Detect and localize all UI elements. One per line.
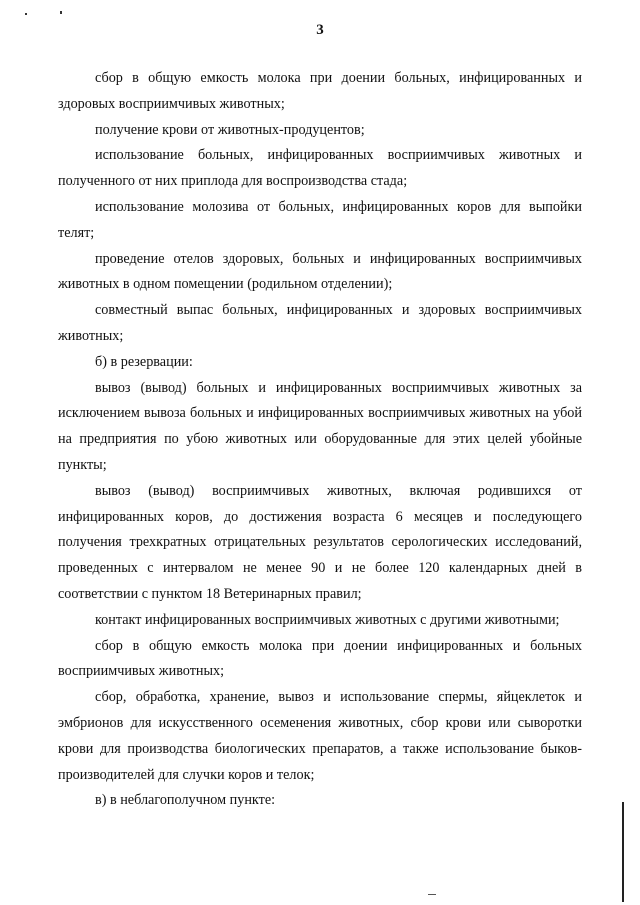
paragraph: проведение отелов здоровых, больных и инфицированных восприимчивых животных в одном помещении (родильном отделении); bbox=[58, 250, 582, 293]
paragraph: использование больных, инфицированных восприимчивых животных и полученного от них приплода для воспроизводства стада; bbox=[58, 147, 582, 190]
paragraph: сбор в общую емкость молока при доении инфицированных и больных восприимчивых животных; bbox=[58, 637, 582, 680]
paragraph: сбор, обработка, хранение, вывоз и использование спермы, яйцеклеток и эмбрионов для искусственного осеменения животных, сбор крови или сыворотки крови для производства биологических препаратов, а также использование быков-производителей для случки коров и телок; bbox=[58, 689, 582, 783]
document-body bbox=[58, 66, 582, 814]
paragraph: контакт инфицированных восприимчивых животных с другими животными; bbox=[95, 611, 560, 628]
paragraph: сбор в общую емкость молока при доении больных, инфицированных и здоровых восприимчивых животных; bbox=[58, 70, 582, 112]
scan-speck bbox=[60, 11, 62, 14]
scan-mark bbox=[428, 894, 436, 895]
scan-speck bbox=[25, 13, 27, 15]
scan-edge-line bbox=[622, 802, 624, 902]
section-heading-b: б) в резервации: bbox=[95, 353, 193, 370]
paragraph: совместный выпас больных, инфицированных и здоровых восприимчивых животных; bbox=[58, 302, 582, 344]
paragraph: получение крови от животных-продуцентов; bbox=[95, 121, 365, 138]
page-number: 3 bbox=[316, 22, 324, 38]
section-heading-c: в) в неблагополучном пункте: bbox=[95, 792, 276, 809]
paragraph: вывоз (вывод) восприимчивых животных, включая родившихся от инфицированных коров, до достижения возраста 6 месяцев и последующего получения трехкратных отрицательных результатов серологических исследований, проведенных с интервалом не менее 90 и не более 120 календарных дней в соответствии с пунктом 18 Ветеринарных правил; bbox=[58, 482, 582, 602]
paragraph: вывоз (вывод) больных и инфицированных восприимчивых животных за исключением вывоза больных и инфицированных восприимчивых животных на убой на предприятия по убою животных или оборудованные для этих целей убойные пункты; bbox=[58, 379, 582, 473]
paragraph: использование молозива от больных, инфицированных коров для выпойки телят; bbox=[58, 198, 582, 241]
